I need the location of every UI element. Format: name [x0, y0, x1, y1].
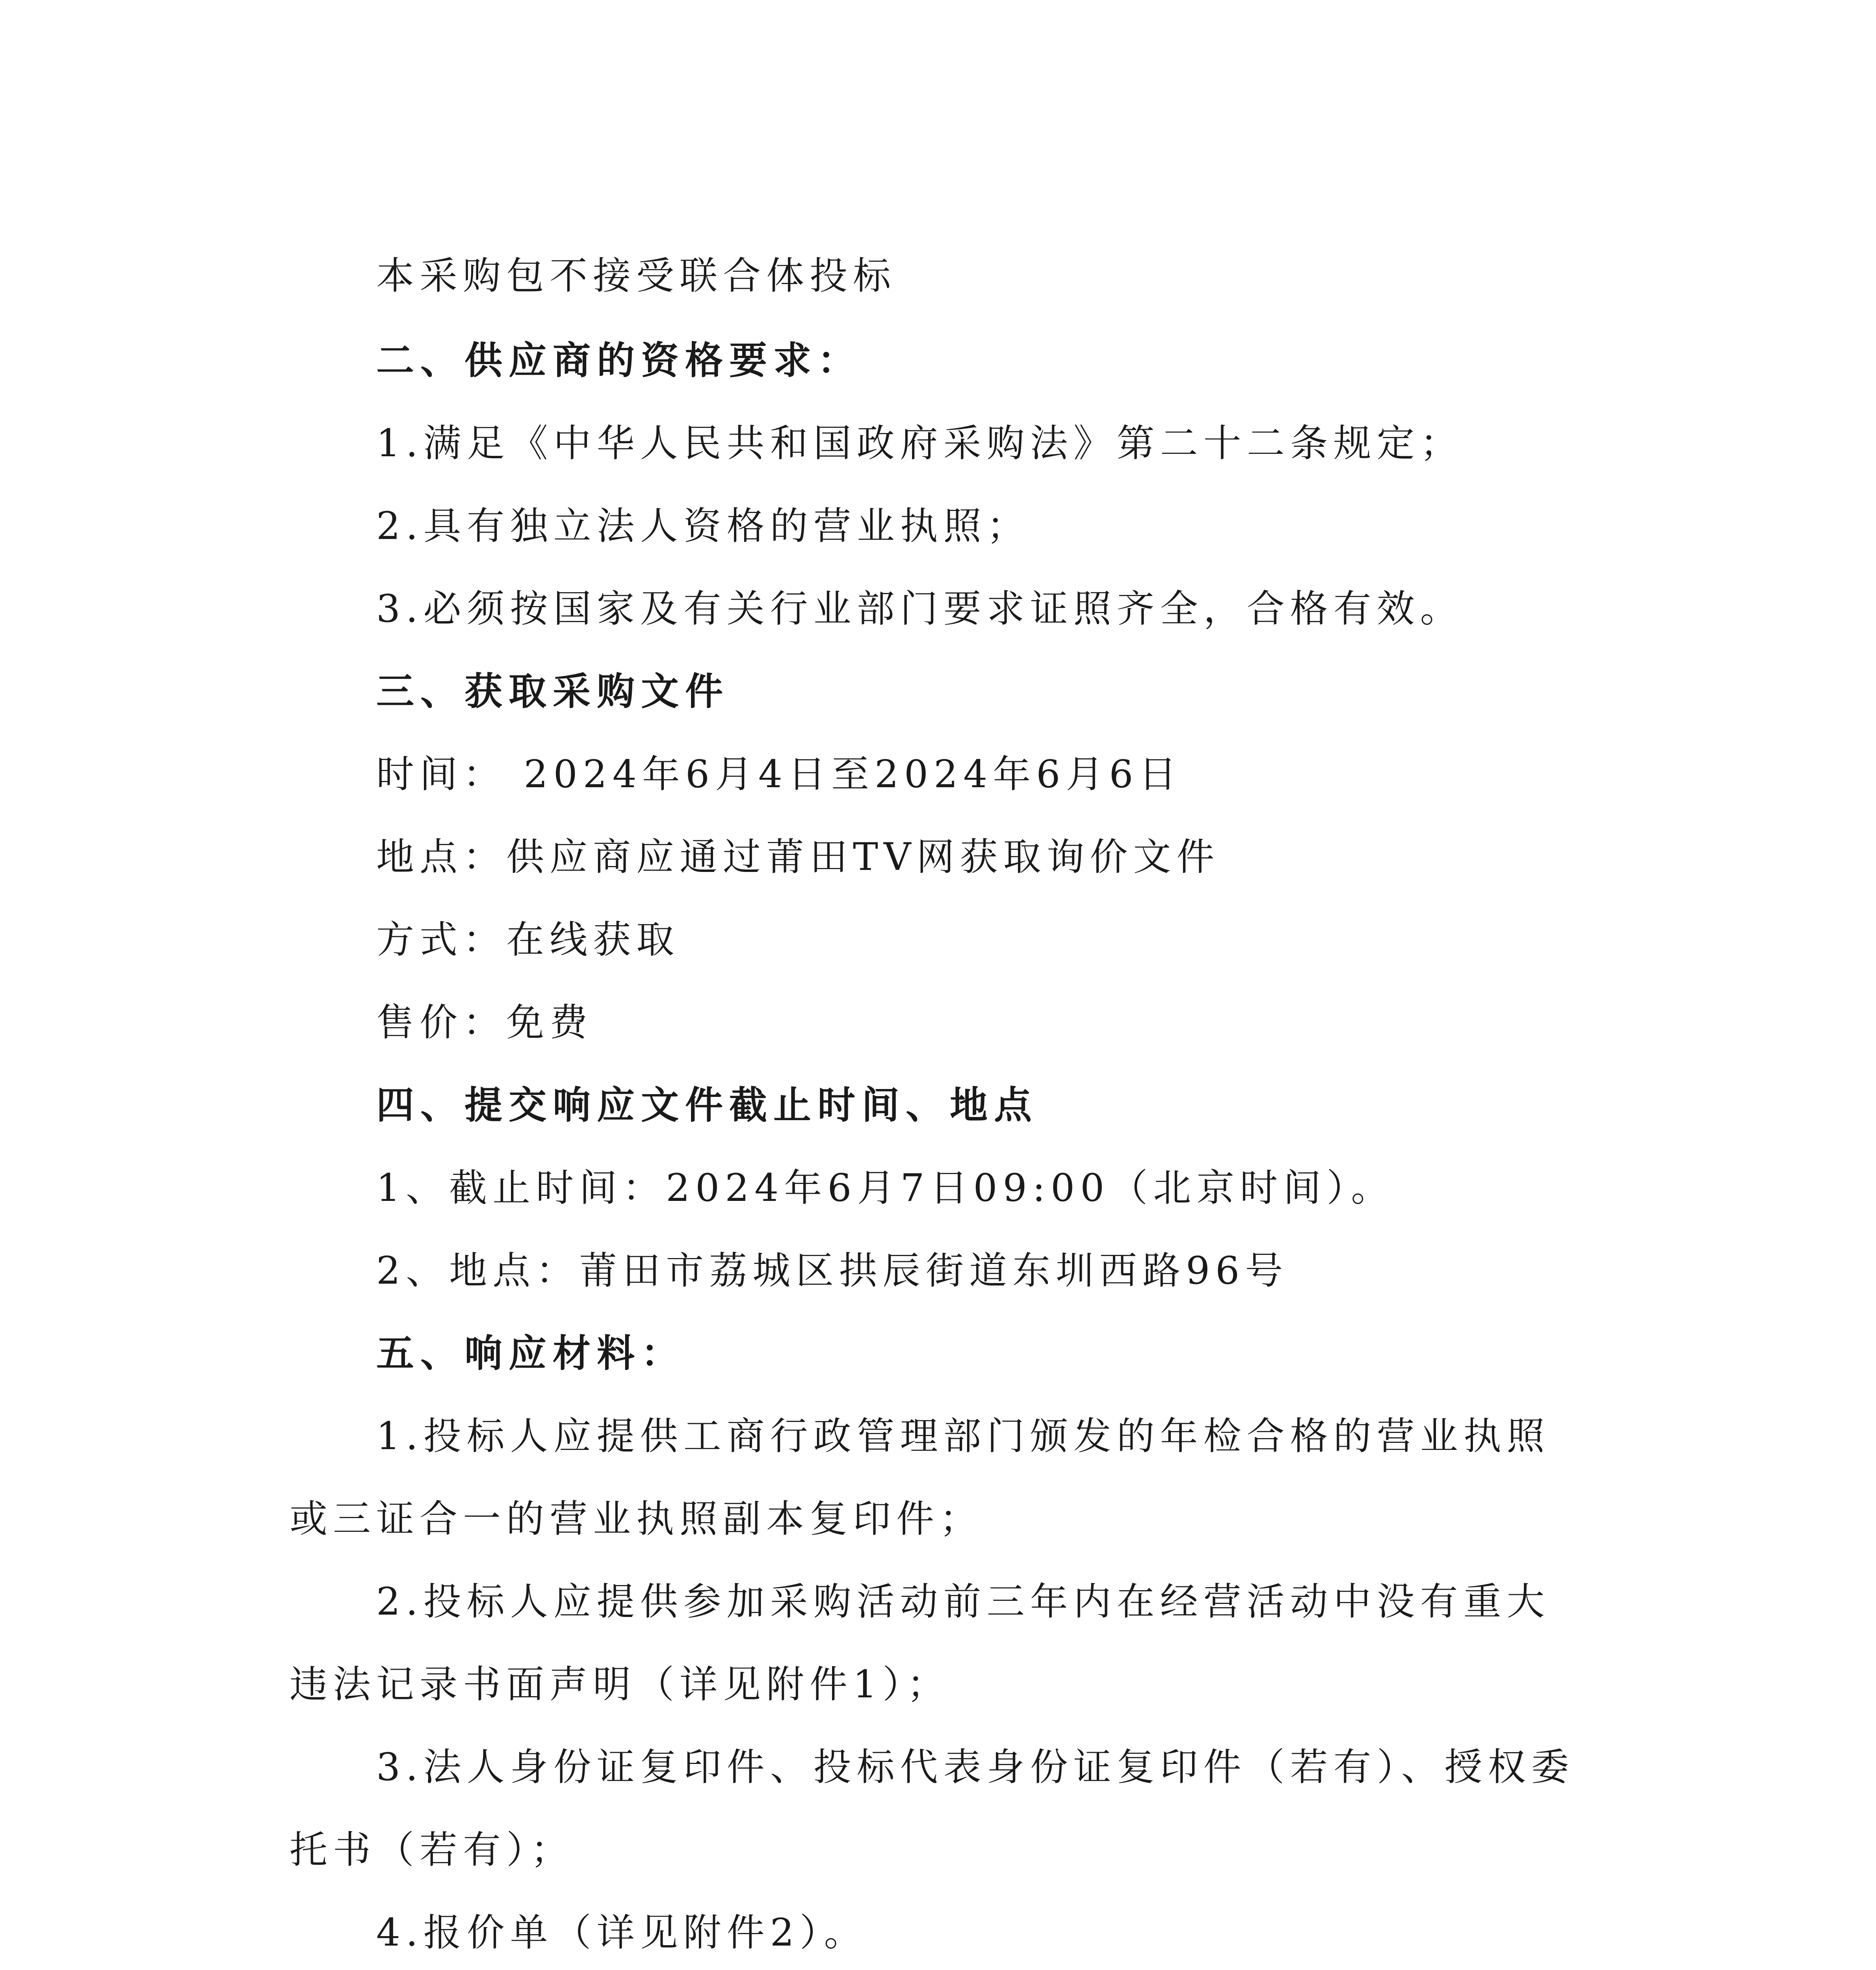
material-item-3-line-1: 3.法人身份证复印件、投标代表身份证复印件（若有）、授权委 — [376, 1745, 1575, 1789]
obtain-price: 售价：免费 — [376, 1000, 593, 1044]
obtain-location: 地点：供应商应通过莆田TV网获取询价文件 — [376, 835, 1220, 879]
material-item-4: 4.报价单（详见附件2）。 — [376, 1911, 867, 1955]
qualification-item-3: 3.必须按国家及有关行业部门要求证照齐全，合格有效。 — [376, 587, 1464, 631]
qualification-item-1: 1.满足《中华人民共和国政府采购法》第二十二条规定； — [376, 421, 1464, 465]
package-note: 本采购包不接受联合体投标 — [376, 254, 896, 298]
material-item-3-line-2: 托书（若有）； — [290, 1828, 574, 1872]
material-item-1-line-1: 1.投标人应提供工商行政管理部门颁发的年检合格的营业执照 — [376, 1414, 1550, 1458]
material-item-2-line-2: 违法记录书面声明（详见附件1）； — [290, 1662, 951, 1706]
qualification-item-2: 2.具有独立法人资格的营业执照； — [376, 504, 1030, 548]
section-heading-obtain-documents: 三、获取采购文件 — [376, 669, 729, 714]
section-heading-response-materials: 五、响应材料： — [376, 1331, 685, 1375]
submission-deadline: 1、截止时间：2024年6月7日09:00（北京时间）。 — [376, 1166, 1395, 1210]
obtain-time: 时间： 2024年6月4日至2024年6月6日 — [376, 752, 1182, 796]
section-heading-submission-deadline: 四、提交响应文件截止时间、地点 — [376, 1083, 1038, 1127]
section-heading-qualifications: 二、供应商的资格要求： — [376, 338, 862, 383]
obtain-method: 方式：在线获取 — [376, 918, 680, 962]
material-item-2-line-1: 2.投标人应提供参加采购活动前三年内在经营活动中没有重大 — [376, 1580, 1550, 1624]
material-item-1-line-2: 或三证合一的营业执照副本复印件； — [290, 1497, 983, 1541]
submission-location: 2、地点：莆田市荔城区拱辰街道东圳西路96号 — [376, 1249, 1289, 1293]
